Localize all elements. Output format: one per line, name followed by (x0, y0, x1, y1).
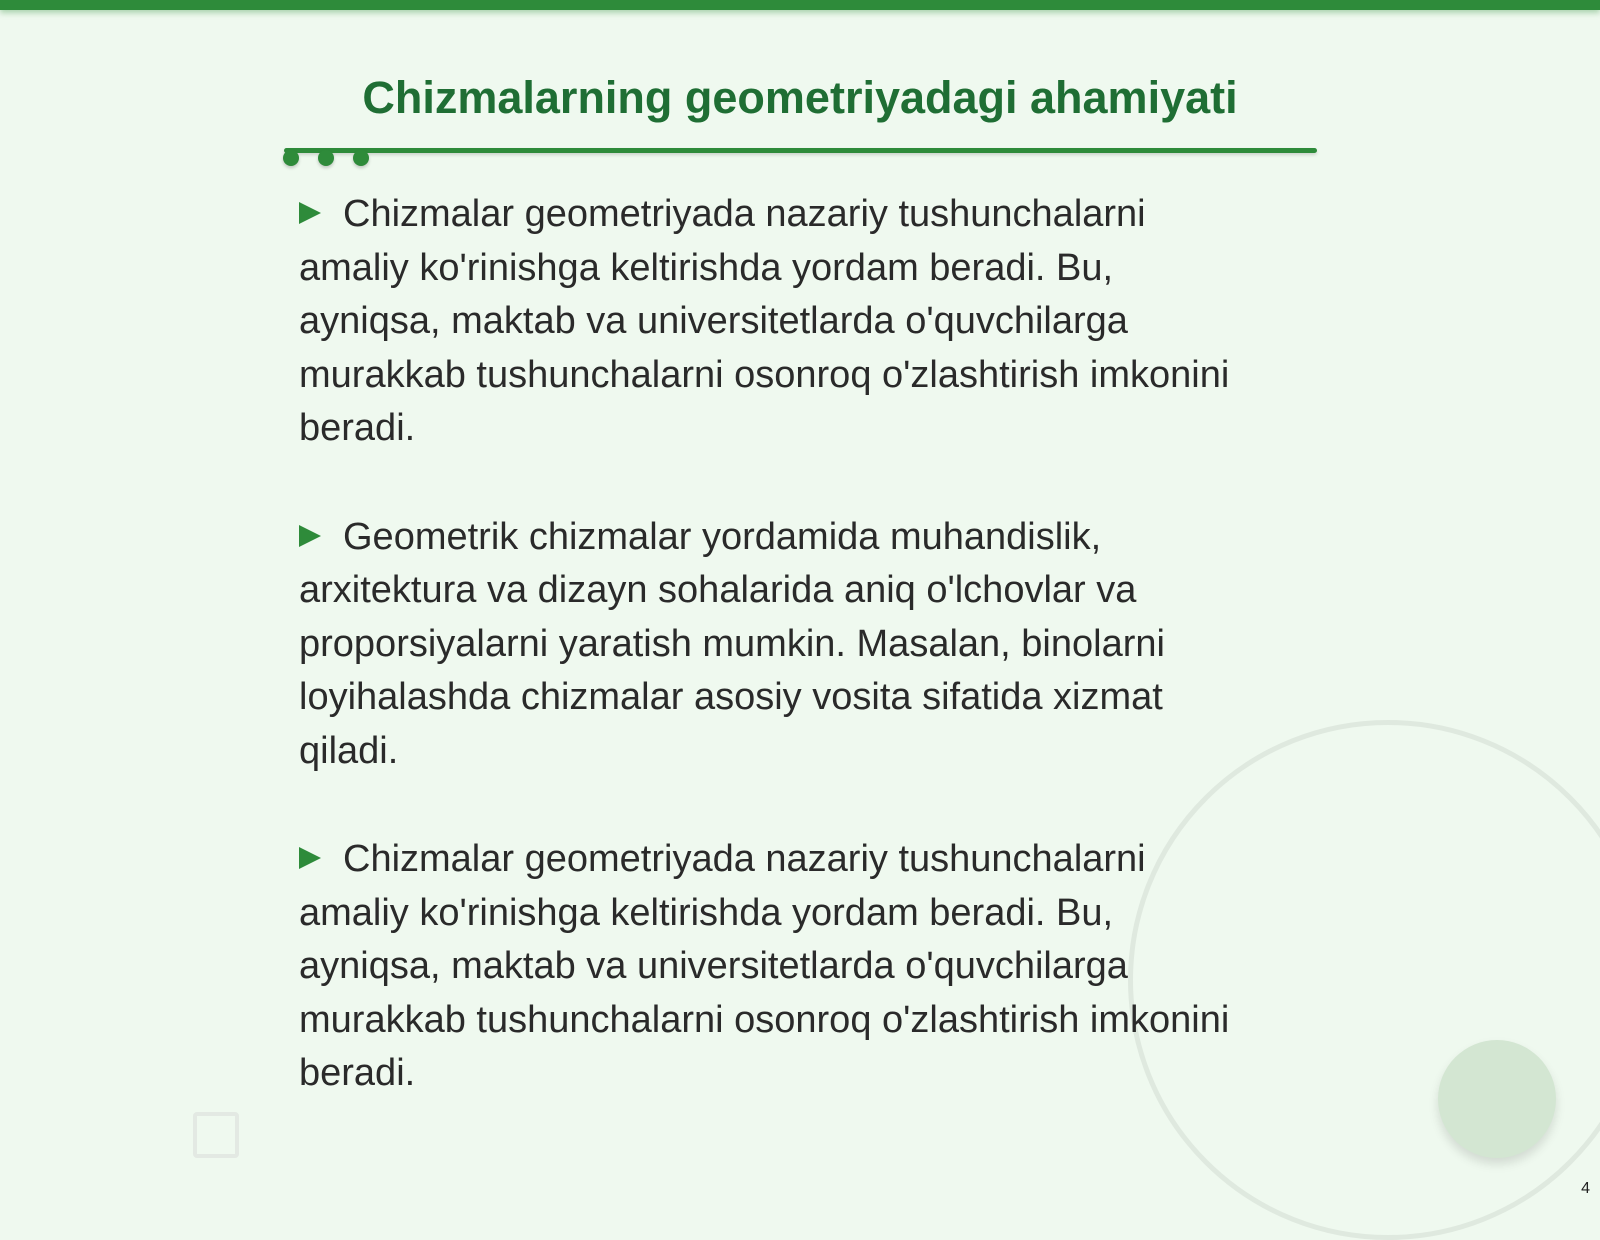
bullet-item (299, 188, 1259, 456)
decorative-circle (1438, 1040, 1556, 1158)
slide-title: Chizmalarning geometriyadagi ahamiyati (362, 72, 1238, 123)
bullet-item (299, 833, 1259, 1101)
bullet-text: Chizmalar geometriyada nazariy tushunchalarni amaliy ko'rinishga keltirishda yordam beradi. Bu, ayniqsa, maktab va universitetlarda o'quvchilarga murakkab tushunchalarni osonroq o'zlashtirish imkonini beradi. (299, 838, 1230, 1094)
decorative-dot (283, 150, 299, 166)
bullet-text: Chizmalar geometriyada nazariy tushunchalarni amaliy ko'rinishga keltirishda yordam beradi. Bu, ayniqsa, maktab va universitetlarda o'quvchilarga murakkab tushunchalarni osonroq o'zlashtirish imkonini beradi. (299, 193, 1230, 449)
triangle-right-icon (299, 847, 321, 869)
decorative-dot (353, 150, 369, 166)
decorative-square (193, 1112, 239, 1158)
top-accent-bar (0, 0, 1600, 10)
title-underline (284, 148, 1317, 153)
triangle-right-icon (299, 525, 321, 547)
bullet-item (299, 511, 1259, 779)
bullet-list (299, 188, 1259, 1156)
triangle-right-icon (299, 202, 321, 224)
page-number: 4 (1581, 1180, 1590, 1197)
bullet-text: Geometrik chizmalar yordamida muhandislik, arxitektura va dizayn sohalarida aniq o'lchovlar va proporsiyalarni yaratish mumkin. Masalan, binolarni loyihalashda chizmalar asosiy vosita sifatida xizmat qiladi. (299, 515, 1165, 772)
decorative-dot (318, 150, 334, 166)
